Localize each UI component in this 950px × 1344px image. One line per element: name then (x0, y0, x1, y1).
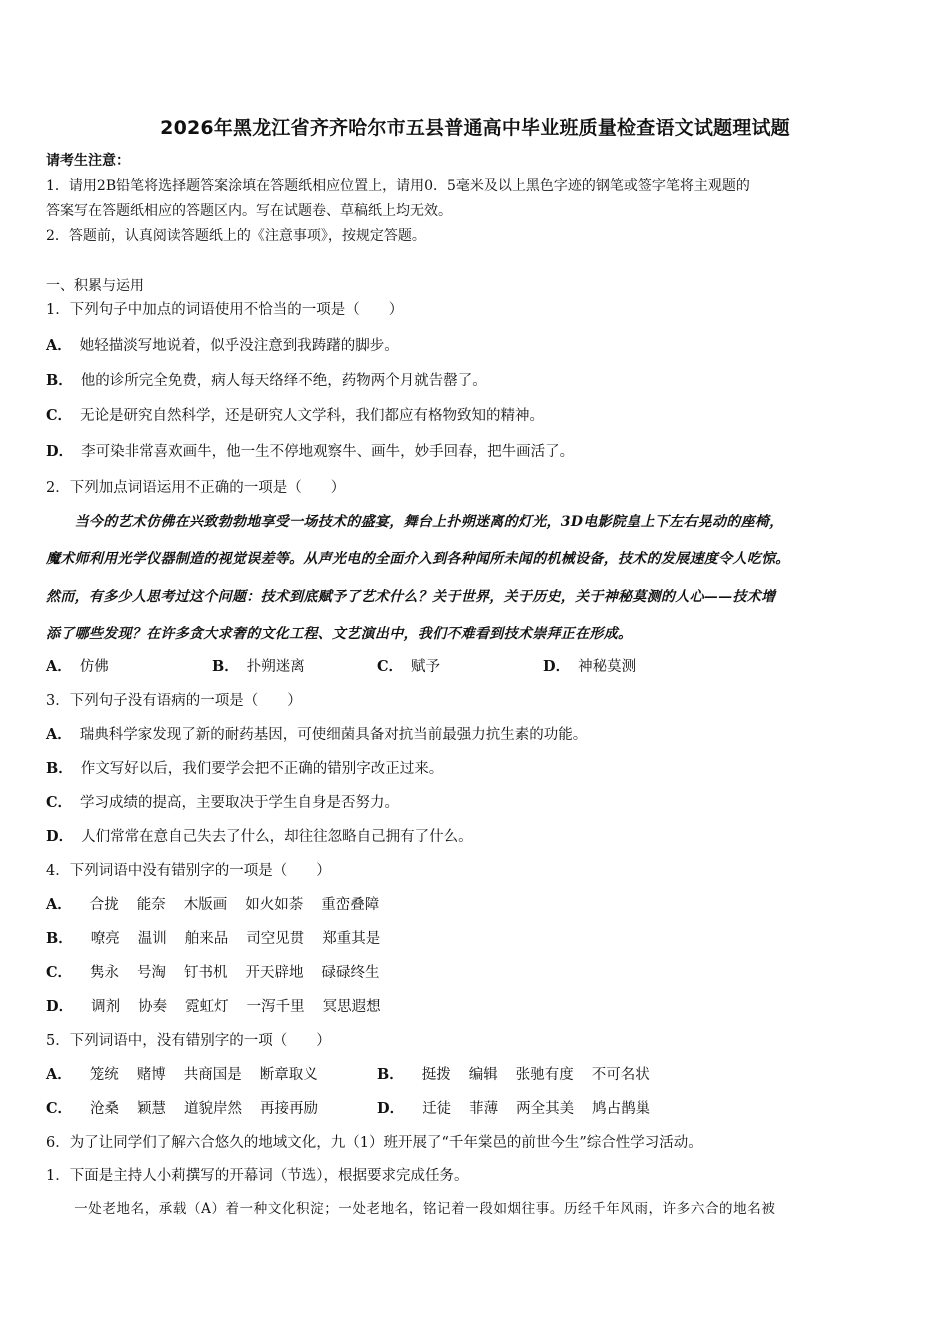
q1-option-c: C． 无论是研究自然科学，还是研究人文学科，我们都应有格物致知的精神。 (46, 407, 545, 424)
page-title: 2026年黑龙江省齐齐哈尔市五县普通高中毕业班质量检查语文试题理试题 (160, 117, 790, 139)
q5-option-d: D． 迁徒 菲薄 两全其美 鸠占鹊巢 (377, 1100, 651, 1117)
q2-option-d: D． 神秘莫测 (543, 658, 637, 675)
q3-option-a: A． 瑞典科学家发现了新的耐药基因，可使细菌具备对抗当前最强力抗生素的功能。 (46, 726, 588, 743)
question-2-stem: 2．下列加点词语运用不正确的一项是（ ） (46, 480, 346, 496)
q4-option-b: B． 嘹亮 温训 舶来品 司空见贯 郑重其是 (46, 930, 381, 947)
q3-option-b: B． 作文写好以后，我们要学会把不正确的错别字改正过来。 (46, 760, 444, 777)
q2-passage-line-2: 魔术师利用光学仪器制造的视觉误差等。从声光电的全面介入到各种闻所未闻的机械设备，技术的发展速度令人吃惊。 (46, 551, 790, 567)
question-4-stem: 4．下列词语中没有错别字的一项是（ ） (46, 863, 331, 879)
question-6-stem: 6．为了让同学们了解六合悠久的地域文化，九（1）班开展了“千年棠邑的前世今生”综合性学习活动。 (46, 1135, 703, 1151)
q2-passage-line-1: 当今的艺术仿佛在兴致勃勃地享受一场技术的盛宴，舞台上扑朔迷离的灯光，3D电影院皇上下左右晃动的座椅， (46, 514, 784, 530)
q2-option-b: B． 扑朔迷离 (212, 658, 305, 675)
question-3-stem: 3．下列句子没有语病的一项是（ ） (46, 693, 302, 709)
q6-passage-line-1: 一处老地名，承载（A）着一种文化积淀；一处老地名，铭记着一段如烟往事。历经千年风雨，许多六合的地名被 (46, 1201, 776, 1217)
notice-heading: 请考生注意： (46, 153, 130, 169)
q2-option-c: C． 赋予 (377, 658, 441, 675)
question-1-stem: 1．下列句子中加点的词语使用不恰当的一项是（ ） (46, 302, 404, 318)
q2-passage-line-3: 然而，有多少人思考过这个问题：技术到底赋予了艺术什么？关于世界，关于历史，关于神秘莫测的人心——技术增 (46, 589, 776, 605)
q3-option-d: D． 人们常常在意自己失去了什么，却往往忽略自己拥有了什么。 (46, 828, 473, 845)
q5-option-a: A． 笼统 赌博 共商国是 断章取义 (46, 1066, 318, 1083)
notice-line-1b: 答案写在答题纸相应的答题区内。写在试题卷、草稿纸上均无效。 (46, 203, 452, 219)
q3-option-c: C． 学习成绩的提高，主要取决于学生自身是否努力。 (46, 794, 400, 811)
notice-line-1a: 1．请用2B铅笔将选择题答案涂填在答题纸相应位置上，请用0．5毫米及以上黑色字迹的钢笔或签字笔将主观题的 (46, 178, 750, 194)
q5-option-c: C． 沧桑 颖慧 道貌岸然 再接再励 (46, 1100, 319, 1117)
q5-option-b: B． 挺拨 编辑 张驰有度 不可名状 (377, 1066, 650, 1083)
q1-option-b: B． 他的诊所完全免费，病人每天络绎不绝，药物两个月就告罄了。 (46, 372, 487, 389)
notice-line-2: 2．答题前，认真阅读答题纸上的《注意事项》，按规定答题。 (46, 228, 426, 244)
q1-option-a: A． 她轻描淡写地说着，似乎没注意到我踌躇的脚步。 (46, 337, 399, 354)
question-5-stem: 5．下列词语中，没有错别字的一项（ ） (46, 1033, 331, 1049)
q2-passage-line-4: 添了哪些发现？在许多贪大求奢的文化工程、文艺演出中，我们不难看到技术崇拜正在形成。 (46, 626, 633, 642)
q4-option-d: D． 调剂 协奏 霓虹灯 一泻千里 冥思遐想 (46, 998, 381, 1015)
q6-subquestion-1: 1．下面是主持人小莉撰写的开幕词（节选），根据要求完成任务。 (46, 1168, 469, 1184)
q4-option-c: C． 隽永 号淘 钉书机 开天辟地 碌碌终生 (46, 964, 380, 981)
section-heading: 一、积累与运用 (46, 278, 144, 294)
q1-option-d: D． 李可染非常喜欢画牛，他一生不停地观察牛、画牛，妙手回春，把牛画活了。 (46, 443, 575, 460)
q4-option-a: A． 合拢 能奈 木版画 如火如荼 重峦叠障 (46, 896, 380, 913)
q2-option-a: A． 仿佛 (46, 658, 109, 675)
